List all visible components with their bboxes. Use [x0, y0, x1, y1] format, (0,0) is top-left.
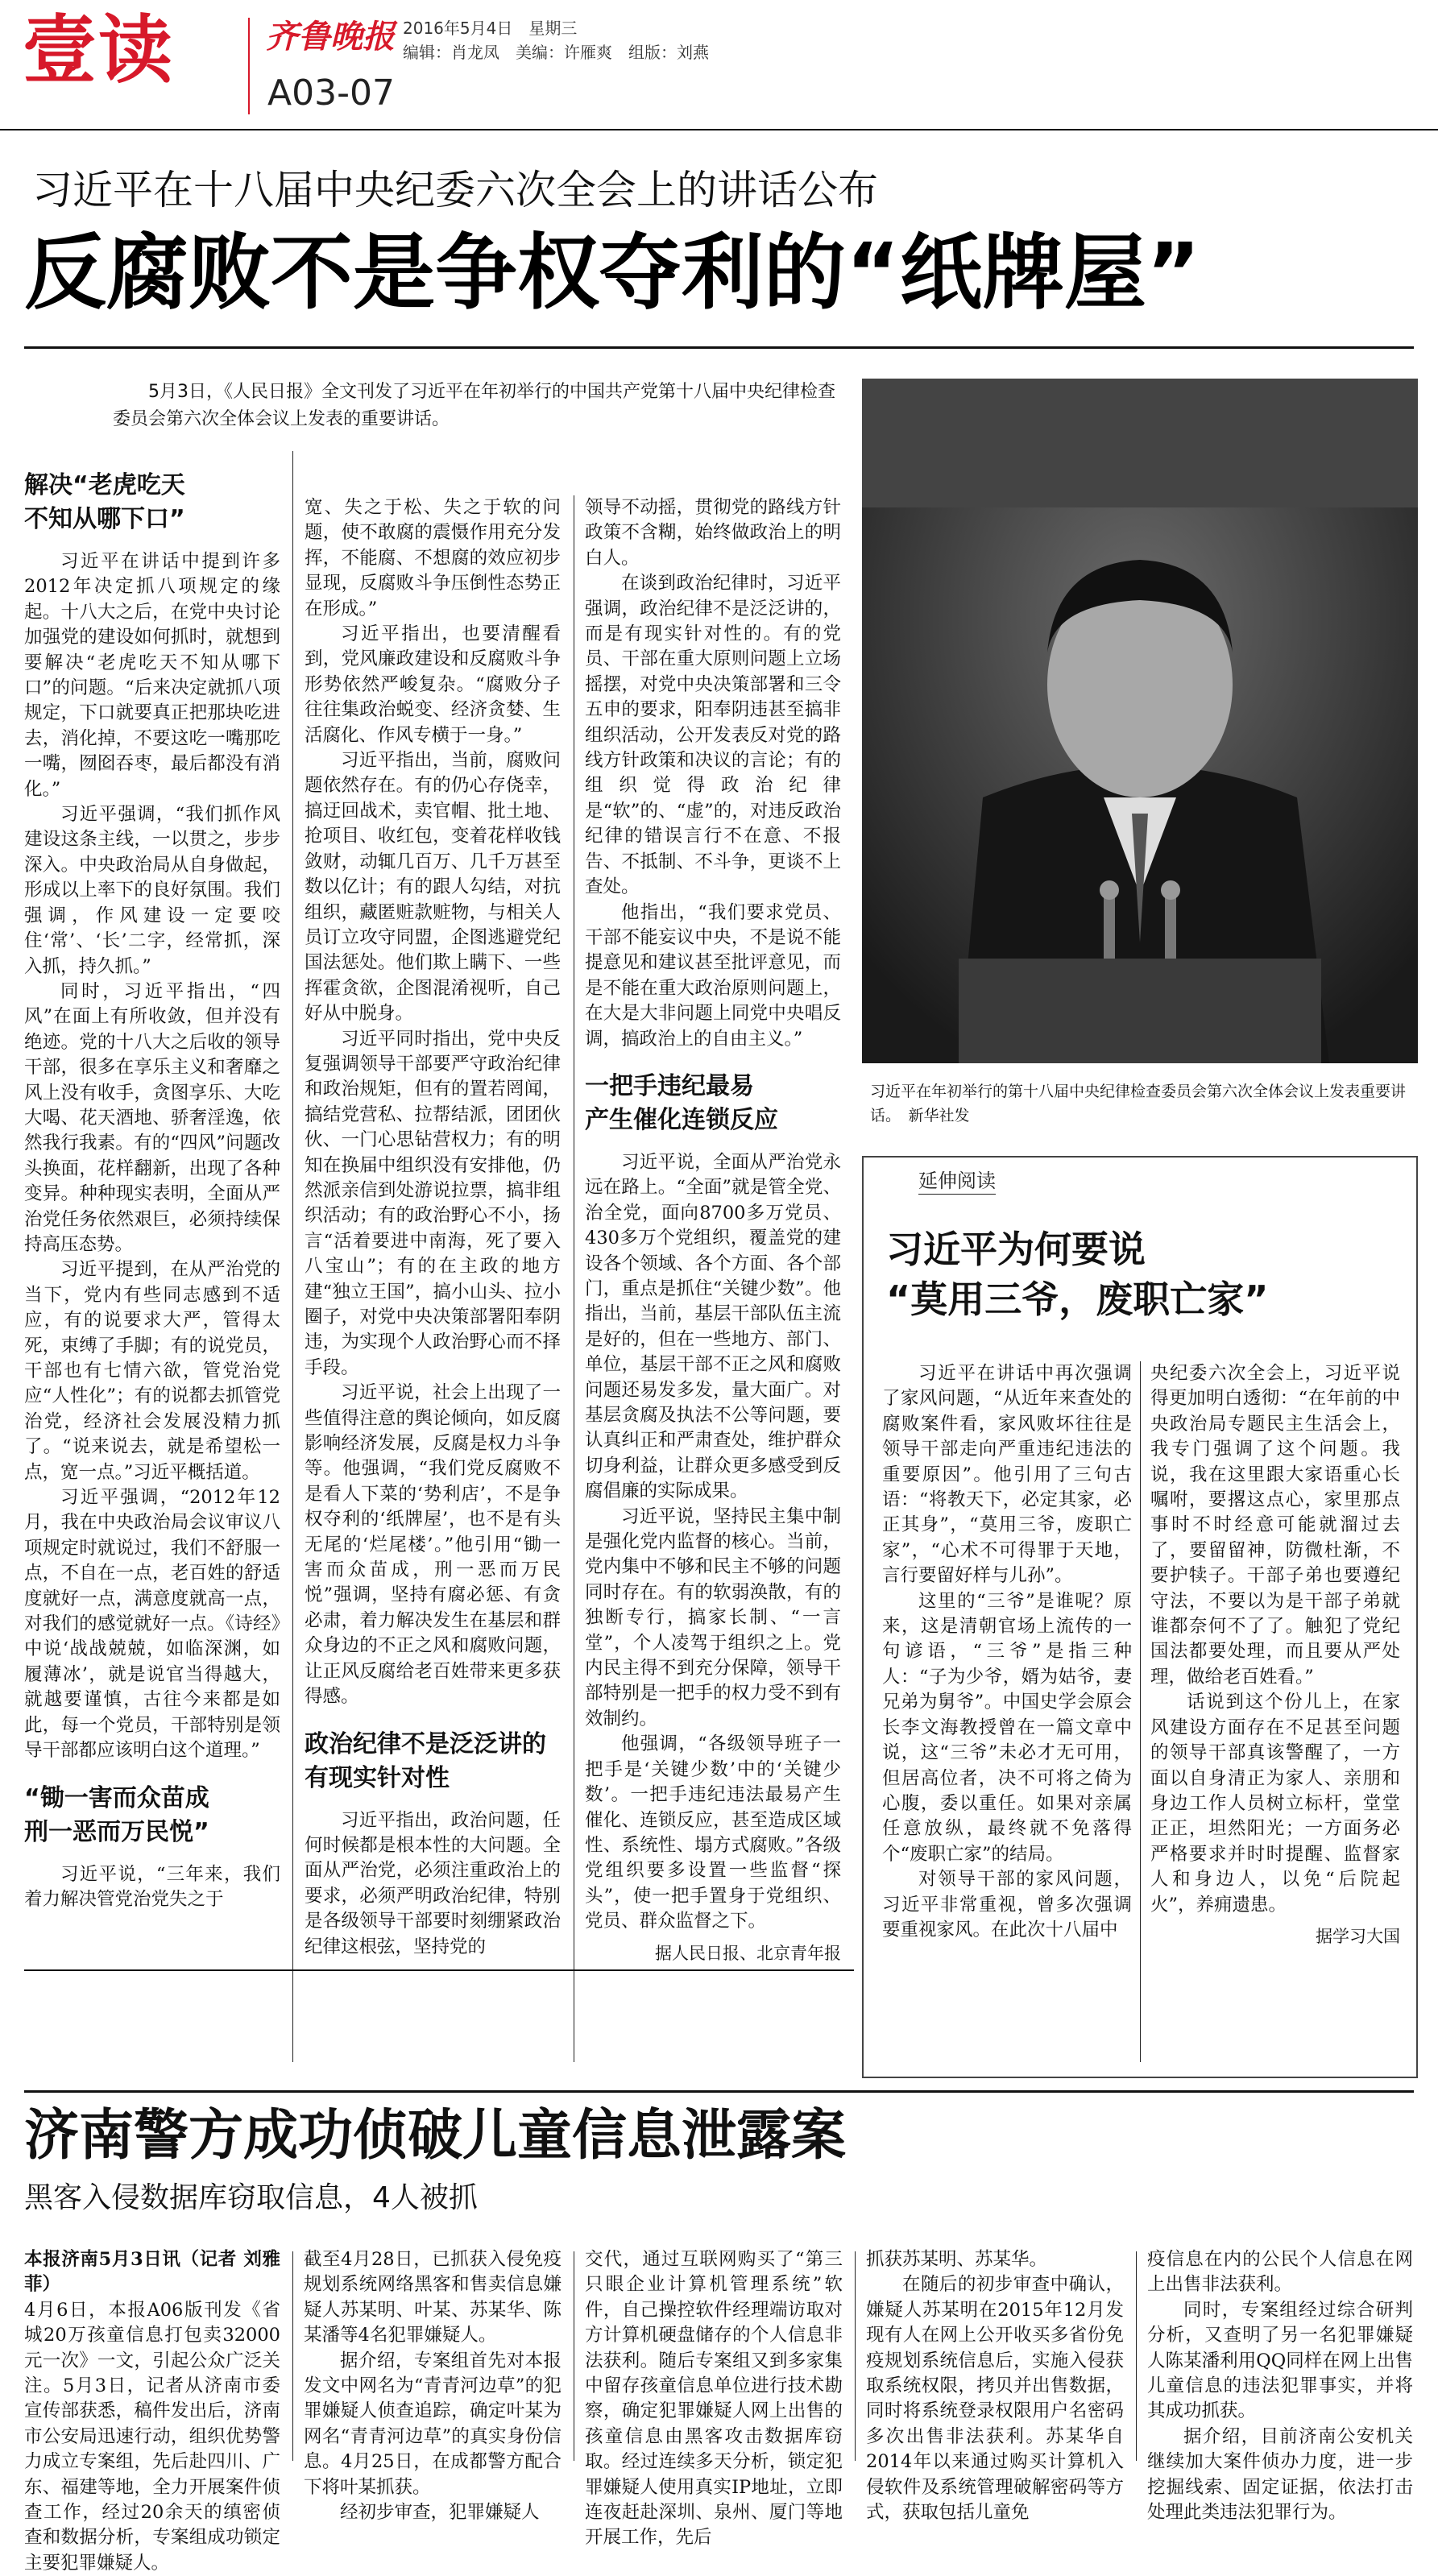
paragraph: 习近平指出，政治问题，任何时候都是根本性的大问题。全面从严治党，必须注重政治上的要求，必须严明政治纪律，特别是各级领导干部要时刻绷紧政治纪律这根弦，坚持党的 — [305, 1809, 561, 1957]
paragraph: 央纪委六次全会上，习近平说得更加明白透彻：“在年前的中央政治局专题民主生活会上，我专门强调了这个问题。我说，我在这里跟大家语重心长嘱咐，要撂这点心，家里那点事时不时经意可能就溜过去了，要留留神，防微杜渐，不要护犊子。干部子弟也要遵纪守法，不要以为是干部子弟就谁都奈何不了了。触犯了党纪国法都要处理，而且要从严处理，做给老百姓看。” — [1150, 1363, 1400, 1688]
paragraph: 在随后的初步审查中确认，嫌疑人苏某明在2015年12月发现有人在网上公开收买多省份免疫规划系统信息后，实施入侵获取系统权限，拷贝并出售数据，同时将系统登录权限用户名密码多次出售非法获利。苏某华自2014年以来通过购买计算机入侵软件及系统管理破解密码等方式，获取包括儿童免 — [866, 2274, 1124, 2524]
paragraph: 疫信息在内的公民个人信息在网上出售非法获利。 — [1147, 2249, 1413, 2296]
story2-subhead: 黑客入侵数据库窃取信息，4人被抓 — [24, 2181, 478, 2214]
story1-column-2 — [305, 495, 561, 2074]
paragraph: 习近平强调，“我们抓作风建设这条主线，一以贯之，步步深入。中央政治局从自身做起，形成以上率下的良好氛围。我们强调，作风建设一定要咬住‘常’、‘长’二字，经常抓，深入抓，持久抓。” — [24, 804, 280, 977]
paragraph: 领导不动摇，贯彻党的路线方针政策不含糊，始终做政治上的明白人。 — [585, 497, 841, 569]
story2-top-rule — [24, 1969, 854, 1971]
story2-rule — [24, 2090, 1414, 2093]
paragraph: 4月6日，本报A06版刊发《省城20万孩童信息打包卖32000元一次》一文，引起公众广泛关注。5月3日，记者从济南市委宣传部获悉，稿件发出后，济南市公安局迅速行动，组织优势警力成立专案组，先后赴四川、广东、福建等地，全力开展案件侦查工作，经过20余天的缜密侦查和数据分析，专案组成功锁定主要犯罪嫌疑人。 — [24, 2299, 280, 2574]
paragraph: 他指出，“我们要求党员、干部不能妄议中央，不是说不能提意见和建议甚至批评意见，而是不能在重大政治原则问题上，在大是大非问题上同党中央唱反调，搞政治上的自由主义。” — [585, 901, 841, 1050]
sidebar-headline: 习近平为何要说 “莫用三爷，废职亡家” — [886, 1228, 1269, 1321]
paragraph: 同时，习近平指出，“四风”在面上有所收敛，但并没有绝迹。党的十八大之后收的领导干部，很多在享乐主义和奢靡之风上没有收手，贪图享乐、大吃大喝、花天酒地、骄奢淫逸，依然我行我素。有的“四风”问题改头换面，花样翻新，出现了各种变异。种种现实表明，全面从严治党任务依然艰巨，必须持续保持高压态势。 — [24, 980, 280, 1255]
photo-caption: 习近平在年初举行的第十八届中央纪律检查委员会第六次全体会议上发表重要讲话。 新华社发 — [870, 1083, 1407, 1124]
paragraph: 习近平指出，当前，腐败问题依然存在。有的仍心存侥幸，搞迂回战术，卖官帽、批土地、抢项目、收红包，变着花样收钱敛财，动辄几百万、几千万甚至数以亿计；有的跟人勾结，对抗组织，藏匿赃款赃物，与相关人员订立攻守同盟，企图逃避党纪国法惩处。他们欺上瞒下、一些挥霍贪欲，企图混淆视听，自己好从中脱身。 — [305, 750, 561, 1025]
paragraph: 习近平说，社会上出现了一些值得注意的舆论倾向，如反腐影响经济发展，反腐是权力斗争等。他强调，“我们党反腐败不是看人下菜的‘势利店’，不是争权夺利的‘纸牌屋’，也不是有头无尾的‘烂尾楼’。”他引用“锄一害而众苗成，刑一恶而万民悦”强调，坚持有腐必惩、有贪必肃，着力解决发生在基层和群众身边的不正之风和腐败问题，让正风反腐给老百姓带来更多获得感。 — [305, 1382, 561, 1708]
column-divider — [292, 451, 293, 2062]
paragraph: 习近平在讲话中再次强调了家风问题，“从近年来查处的腐败案件看，家风败坏往往是领导干部走向严重违纪违法的重要原因”。他引用了三句古语：“将教天下，必定其家，必正其身”，“莫用三爷，废职亡家”，“心术不可得罪于天地，言行要留好样与儿孙”。 — [882, 1363, 1132, 1587]
subheading: 一把手违纪最易 产生催化连锁反应 — [585, 1071, 778, 1134]
paragraph: 习近平在讲话中提到许多2012年决定抓八项规定的缘起。十八大之后，在党中央讨论加强党的建设如何抓时，就想到要解决“老虎吃天不知从哪下口”的问题。“后来决定就抓八项规定，下口就要真正把那块吃进去，消化掉，不要这吃一嘴那吃一嘴，囫囵吞枣，最后都没有消化。” — [24, 551, 280, 800]
paragraph: 交代，通过互联网购买了“第三只眼企业计算机管理系统”软件，自己操控软件经理端访取对方计算机硬盘储存的个人信息非法获利。随后专案组又到多家集中留存孩童信息单位进行技术勘察，确定犯罪嫌疑人网上出售的孩童信息由黑客攻击数据库窃取。经过连续多天分析，锁定犯罪嫌疑人使用真实IP地址，立即连夜赶赴深圳、泉州、厦门等地开展工作，先后 — [585, 2249, 843, 2549]
source-credit: 据学习大国 — [1316, 1926, 1400, 1946]
sidebar-tag: 延伸阅读 — [918, 1168, 996, 1195]
paragraph: 对领导干部的家风问题，习近平非常重视，曾多次强调要重视家风。在此次十八届中 — [882, 1869, 1132, 1940]
paragraph: 这里的“三爷”是谁呢？原来，这是清朝官场上流传的一句谚语，“三爷”是指三种人：“子为少爷，婿为姑爷，妻兄弟为舅爷”。中国史学会原会长李文海教授曾在一篇文章中说，这“三爷”未必才无可用，但居高位者，决不可将之倚为心腹，委以重任。如果对亲属任意放纵，最终就不免落得个“废职亡家”的结局。 — [882, 1590, 1132, 1865]
paragraph: 同时，专案组经过综合研判分析，又查明了另一名犯罪嫌疑人陈某潘利用QQ同样在网上出售儿童信息的违法犯罪事实，并将其成功抓获。 — [1147, 2299, 1413, 2422]
paragraph: 习近平说，“三年来，我们着力解决管党治党失之于 — [24, 1863, 280, 1910]
paragraph: 习近平同时指出，党中央反复强调领导干部要严守政治纪律和政治规矩，但有的置若罔闻，搞结党营私、拉帮结派，团团伙伙、一门心思钻营权力；有的明知在换届中组织没有安排他，仍然派亲信到处游说拉票，搞非组织活动；有的政治野心不小，扬言“活着要进中南海，死了要入八宝山”；有的在主政的地方建“独立王国”，搞小山头、拉小圈子，对党中央决策部署阳奉阴违，为实现个人政治野心而不择手段。 — [305, 1028, 561, 1378]
column-divider — [1140, 1361, 1141, 2062]
headline-rule — [24, 346, 1414, 349]
story2-headline: 济南警方成功侦破儿童信息泄露案 — [24, 2104, 847, 2168]
paragraph: 习近平指出，也要清醒看到，党风廉政建设和反腐败斗争形势依然严峻复杂。“腐败分子往往集政治蜕变、经济贪婪、生活腐化、作风专横于一身。” — [305, 623, 561, 746]
story2-column-1 — [24, 2247, 280, 2574]
subheading: “锄一害而众苗成 刑一恶而万民悦” — [24, 1783, 209, 1846]
section-title: 壹读 — [23, 7, 175, 93]
paragraph: 习近平说，坚持民主集中制是强化党内监督的核心。当前，党内集中不够和民主不够的问题同时存在。有的软弱涣散，有的独断专行，搞家长制、“一言堂”，个人凌驾于组织之上。党内民主得不到充分保障，领导干部特别是一把手的权力受不到有效制约。 — [585, 1505, 841, 1729]
paragraph: 习近平强调，“2012年12月，我在中央政治局会议审议八项规定时就说过，我们不舒服一点，不自在一点，老百姓的舒适度就好一点，满意度就高一点，对我们的感觉就好一点。《诗经》中说‘战战兢兢，如临深渊，如履薄冰’，就是说官当得越大，就越要谨慎，古往今来都是如此，每一个党员，干部特别是领导干部都应该明白这个道理。” — [24, 1487, 280, 1762]
paragraph: 宽、失之于松、失之于软的问题，使不敢腐的震慑作用充分发挥，不能腐、不想腐的效应初步显现，反腐败斗争压倒性态势正在形成。” — [305, 497, 561, 619]
paragraph: 在谈到政治纪律时，习近平强调，政治纪律不是泛泛讲的，而是有现实针对性的。有的党员、干部在重大原则问题上立场摇摆，对党中央决策部署和三令五申的要求，阳奉阴违甚至搞非组织活动，公开发表反对党的路线方针政策和决议的言论；有的组织觉得政治纪律是“软”的、“虚”的，对违反政治纪律的错误言行不在意、不报告、不抵制、不斗争，更谈不上查处。 — [585, 573, 841, 898]
story1-headline: 反腐败不是争权夺利的“纸牌屋” — [24, 226, 1201, 321]
speaker-photo-illustration — [862, 379, 1418, 1063]
source-credit: 据人民日报、北京青年报 — [655, 1943, 841, 1963]
column-divider — [292, 2251, 293, 2461]
story2-column-3 — [585, 2247, 843, 2549]
paragraph: 抓获苏某明、苏某华。 — [866, 2249, 1048, 2270]
story1-column-3 — [585, 495, 841, 2074]
column-divider — [1136, 2251, 1137, 2461]
masthead-divider — [248, 18, 250, 114]
date-line: 2016年5月4日 星期三 — [403, 19, 578, 38]
paragraph: 据介绍，专案组首先对本报发文中网名为“青青河边草”的犯罪嫌疑人侦查追踪，确定叶某为网名“青青河边草”的真实身份信息。4月25日，在成都警方配合下将叶某抓获。 — [304, 2350, 562, 2498]
paragraph: 据介绍，目前济南公安机关继续加大案件侦办力度，进一步挖掘线索、固定证据，依法打击处理此类违法犯罪行为。 — [1147, 2425, 1413, 2524]
paragraph: 截至4月28日，已抓获入侵免疫规划系统网络黑客和售卖信息嫌疑人苏某明、叶某、苏某华、陈某潘等4名犯罪嫌疑人。 — [304, 2249, 562, 2346]
paragraph: 经初步审查，犯罪嫌疑人 — [340, 2502, 540, 2524]
story1-column-1 — [24, 451, 280, 2070]
story1-lead: 5月3日，《人民日报》全文刊发了习近平在年初举行的中国共产党第十八届中央纪律检查委员会第六次全体会议上发表的重要讲话。 — [113, 382, 835, 429]
sidebar-column-b — [1150, 1361, 1400, 2070]
paragraph: 习近平提到，在从严治党的当下，党内有些同志感到不适应，有的说要求大严，管得太死，束缚了手脚；有的说党员，干部也有七情六欲，管党治党应“人性化”；有的说都去抓管党治党，经济社会发展没精力抓了。“说来说去，就是希望松一点，宽一点。”习近平概括道。 — [24, 1259, 280, 1483]
story2-column-4 — [866, 2247, 1124, 2524]
masthead-rule — [0, 129, 1438, 130]
subheading: 政治纪律不是泛泛讲的 有现实针对性 — [305, 1729, 546, 1792]
story1-kicker: 习近平在十八届中央纪委六次全会上的讲话公布 — [32, 167, 878, 213]
paragraph: 习近平说，全面从严治党永远在路上。“全面”就是管全党、治全党，面向8700多万党员、430多万个党组织，覆盖党的建设各个领域、各个方面、各个部门，重点是抓住“关键少数”。他指出，当前，基层干部队伍主流是好的，但在一些地方、部门、单位，基层干部不正之风和腐败问题还易发多发，量大面广。对基层贪腐及执法不公等问题，要认真纠正和严肃查处，维护群众切身利益，让群众更多感受到反腐倡廉的实际成果。 — [585, 1151, 841, 1502]
editors-line: 编辑：肖龙凤 美编：许雁爽 组版：刘燕 — [403, 43, 709, 62]
subheading: 解决“老虎吃天 不知从哪下口” — [24, 471, 185, 533]
paragraph: 话说到这个份儿上，在家风建设方面存在不足甚至问题的领导干部真该警醒了，一方面以自身清正为家人、亲朋和身边工作人员树立标杆，堂堂正正，坦然阳光；一方面务必严格要求并时时提醒、监督家人和身边人，以免“后院起火”，养痈遗患。 — [1150, 1692, 1400, 1915]
paragraph: 他强调，“各级领导班子一把手是‘关键少数’中的‘关键少数’。一把手违纪违法最易产生催化、连锁反应，甚至造成区域性、系统性、塌方式腐败。”各级党组织要多设置一些监督“探头”，使一把手置身于党组织、党员、群众监督之下。 — [585, 1733, 841, 1932]
newspaper-logo: 齐鲁晚报 — [266, 18, 395, 56]
dateline: 本报济南5月3日讯（记者 刘雅菲） — [24, 2249, 280, 2296]
story2-column-2 — [304, 2247, 562, 2524]
story2-column-5 — [1147, 2247, 1413, 2524]
column-divider — [855, 2251, 856, 2461]
page-number: A03-07 — [267, 72, 395, 114]
story1-photo — [862, 379, 1418, 1063]
sidebar-column-a — [882, 1361, 1132, 2070]
